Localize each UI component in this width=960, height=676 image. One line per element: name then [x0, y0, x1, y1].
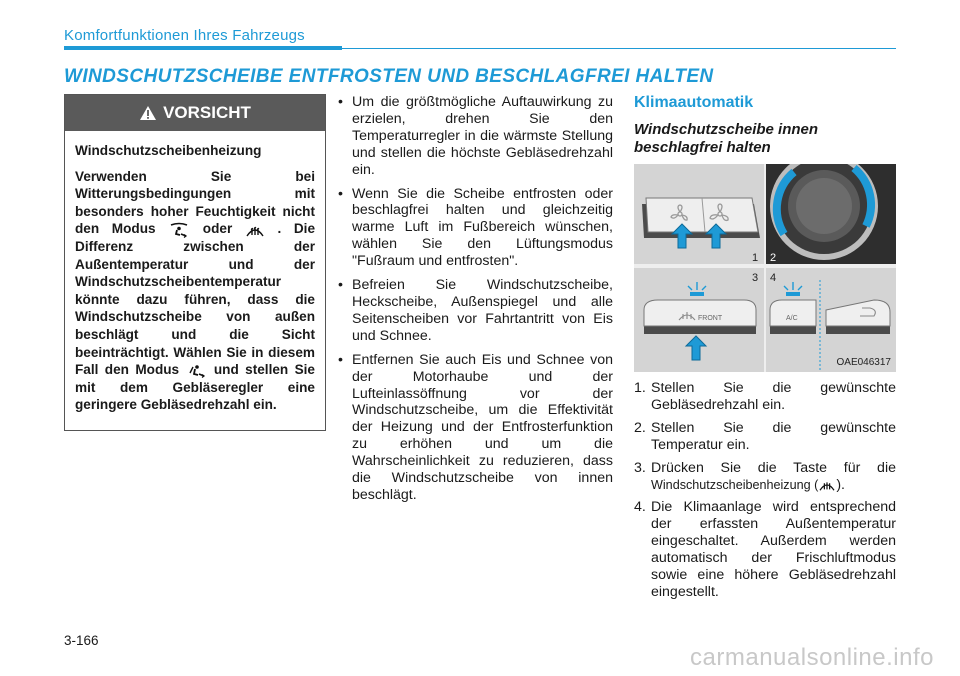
section-subtitle: Windschutzscheibe innen beschlagfrei halten — [634, 121, 819, 156]
control-panel-figure — [634, 164, 896, 372]
caution-header — [65, 95, 325, 131]
tips-column — [336, 94, 613, 511]
control-panel-illustration — [634, 164, 896, 372]
section-title: Klimaautomatik — [634, 94, 754, 111]
page-number: 3-166 — [64, 633, 99, 648]
steps-list — [634, 380, 896, 607]
floor-mode-icon — [186, 363, 208, 379]
windshield-defrost-icon — [245, 222, 265, 238]
caution-text-part-b: . Die Differenz zwischen der Außentemperatur und der Windschutzscheibentemperatur könnte dazu führen, dass die Windschutzscheibe von außen beschlägt und die Sicht beeinträchtigt. Wählen Sie in diesem Fall den Modus — [75, 221, 315, 378]
climate-section — [634, 94, 896, 157]
step-number: 2. — [634, 419, 646, 436]
step-text-end: ). — [836, 476, 845, 493]
list-item: • Um die größtmögliche Auftauwirkung zu erzielen, drehen Sie den Temperaturregler in die wärmste Stellung und stellen die höchste Gebläsedrehzahl ein. — [336, 94, 613, 179]
list-item — [634, 499, 896, 600]
caution-text-or: oder — [202, 221, 233, 237]
figure-code: OAE046317 — [836, 357, 891, 368]
caution-text — [75, 168, 315, 414]
step-number: 4. — [634, 499, 646, 516]
step-text: Stellen Sie die gewünschte Gebläsedrehzahl ein. — [651, 380, 896, 413]
step-text: Drücken Sie die Taste für die — [651, 459, 896, 476]
caution-box — [64, 94, 326, 431]
windshield-defrost-icon — [818, 478, 836, 492]
figure-label: 2 — [770, 252, 777, 264]
caution-text-part-c: und stellen Sie mit dem Gebläseregler eine geringere Gebläsedrehzahl ein. — [75, 362, 315, 413]
watermark: carmanualsonline.info — [690, 644, 934, 671]
step-text-small: Windschutzscheibenheizung ( — [651, 477, 819, 492]
step-text: Die Klimaanlage wird entsprechend der erfassten Außentemperatur eingeschaltet. Außerdem werden automatisch der Frischluftmodus sowie eine höhere Gebläsedrehzahl eingestellt. — [651, 499, 896, 600]
caution-subheading: Windschutzscheibenheizung — [75, 143, 262, 158]
list-item: • Wenn Sie die Scheibe entfrosten oder beschlagfrei halten und gleichzeitig warme Luft im Fußbereich wünschen, wählen Sie den Lüftungsmodus "Fußraum und entfrosten". — [336, 186, 613, 271]
step-number: 3. — [634, 459, 646, 476]
figure-label: 4 — [770, 272, 777, 284]
figure-label: 1 — [752, 252, 759, 264]
step-text: Stellen Sie die gewünschte Temperatur ein. — [651, 419, 896, 453]
step-number: 1. — [634, 380, 646, 396]
list-item: • Befreien Sie Windschutzscheibe, Heckscheibe, Außenspiegel und alle Seitenscheiben vor Fahrtantritt von Eis und Schnee. — [336, 277, 613, 345]
list-item: • Entfernen Sie auch Eis und Schnee von der Motorhaube und der Lufteinlassöffnung vor der Windschutzscheibe, um die Effektivität der Heizung und der Entfrosterfunktion zu erhöhen und um die Wahrscheinlichkeit zu reduzieren, dass die Windschutzscheibe von innen beschlägt. — [336, 352, 613, 504]
list-item — [634, 420, 896, 454]
tips-list — [336, 94, 613, 504]
header-rule-thin — [342, 48, 896, 49]
list-item — [634, 380, 896, 414]
caution-heading: VORSICHT — [163, 103, 251, 122]
floor-defrost-mode-icon — [168, 222, 190, 238]
caution-text-part-a: Verwenden Sie bei Witterungsbedingungen mit besonders hoher Feuchtigkeit nicht den Modus — [75, 168, 315, 237]
section-header: Komfortfunktionen Ihres Fahrzeugs — [64, 27, 305, 44]
figure-label: 3 — [752, 272, 759, 284]
warning-triangle-icon — [139, 105, 157, 121]
page-title: WINDSCHUTZSCHEIBE ENTFROSTEN UND BESCHLAGFREI HALTEN — [64, 66, 714, 87]
header-rule-thick — [64, 46, 342, 50]
front-button-label: FRONT — [698, 315, 723, 322]
list-item — [634, 460, 896, 494]
ac-button-label: A/C — [786, 315, 798, 322]
